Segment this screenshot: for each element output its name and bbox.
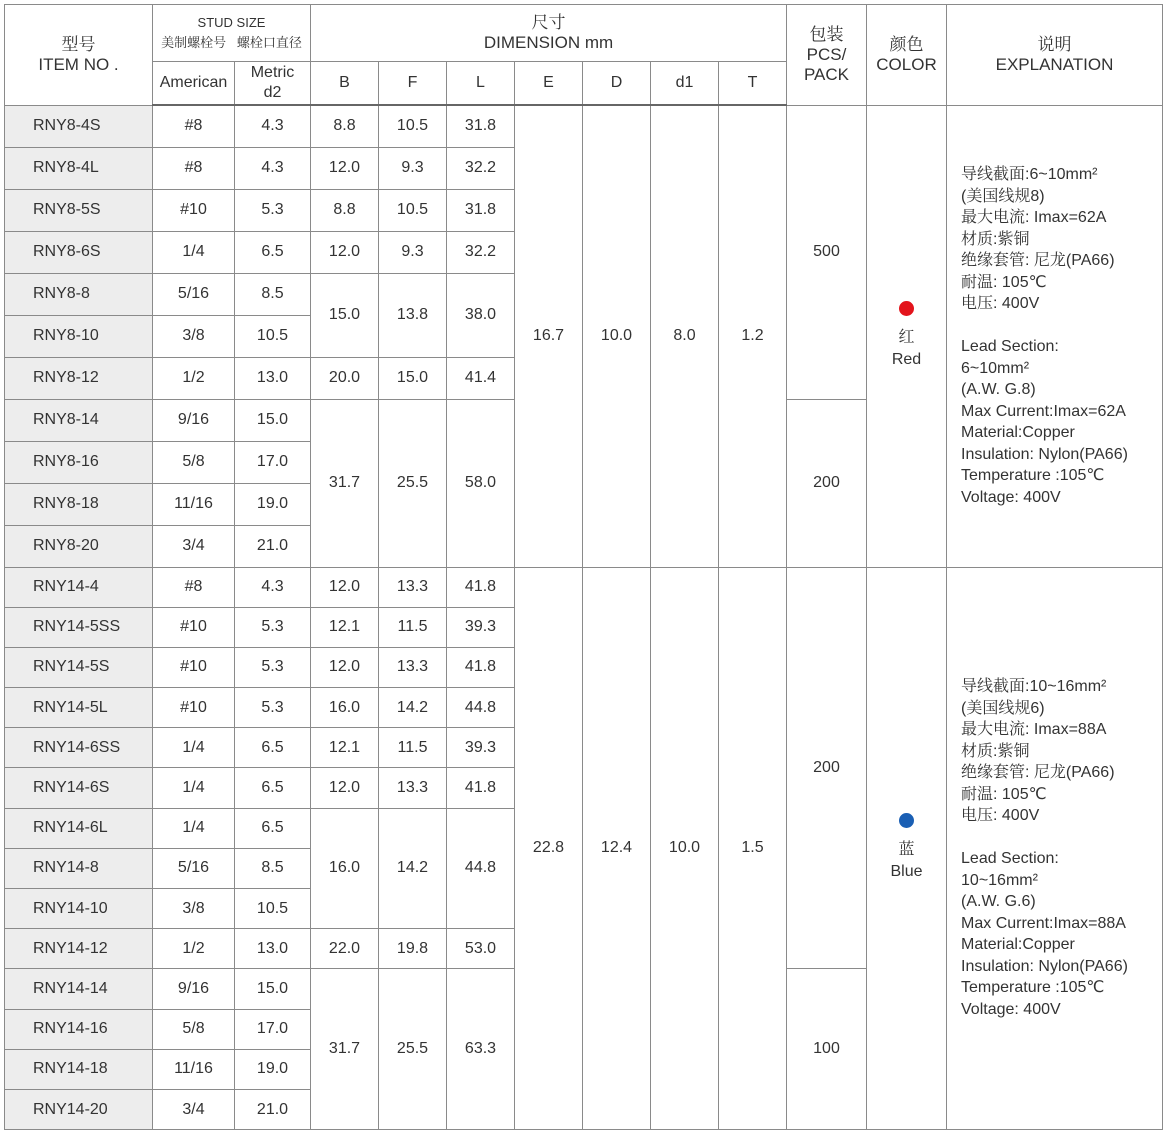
explanation-cell bbox=[947, 567, 1163, 1130]
t-cell: 1.5 bbox=[719, 567, 787, 1130]
explanation-line: Temperature :105℃ bbox=[961, 979, 1105, 997]
explanation-line: 导线截面:10~16mm² bbox=[961, 678, 1107, 696]
explanation-line: 材质:紫铜 bbox=[961, 742, 1030, 760]
b-cell: 12.0 bbox=[311, 567, 379, 607]
explanation-line: Material:Copper bbox=[961, 424, 1075, 441]
pack-cell: 200 bbox=[787, 399, 867, 567]
explanation-line: Max Current:Imax=88A bbox=[961, 914, 1126, 932]
l-header: L bbox=[447, 62, 515, 106]
f-cell: 14.2 bbox=[379, 808, 447, 929]
color-dot-icon bbox=[899, 813, 914, 828]
american-cell: 3/8 bbox=[153, 889, 235, 929]
f-cell: 11.5 bbox=[379, 728, 447, 768]
item-no-cell: RNY14-6S bbox=[5, 768, 153, 808]
item-no-cell: RNY8-10 bbox=[5, 315, 153, 357]
l-cell: 31.8 bbox=[447, 105, 515, 147]
item-no-cell: RNY14-6L bbox=[5, 808, 153, 848]
f-cell: 13.3 bbox=[379, 567, 447, 607]
f-cell: 15.0 bbox=[379, 357, 447, 399]
american-cell: #8 bbox=[153, 567, 235, 607]
american-cell: 1/2 bbox=[153, 357, 235, 399]
metric-cell: 6.5 bbox=[235, 231, 311, 273]
item-no-cell: RNY8-14 bbox=[5, 399, 153, 441]
explanation-line: 耐温: 105℃ bbox=[961, 273, 1047, 291]
american-cell: 5/16 bbox=[153, 273, 235, 315]
d1-header: d1 bbox=[651, 62, 719, 106]
metric-cell: 17.0 bbox=[235, 441, 311, 483]
b-cell: 20.0 bbox=[311, 357, 379, 399]
american-cell: #8 bbox=[153, 105, 235, 147]
stud-size-header: STUD SIZE 美制螺栓号 螺栓口直径 bbox=[153, 5, 311, 62]
b-cell: 15.0 bbox=[311, 273, 379, 357]
metric-cell: 6.5 bbox=[235, 728, 311, 768]
american-cell: 5/8 bbox=[153, 441, 235, 483]
explanation-line: Insulation: Nylon(PA66) bbox=[961, 957, 1128, 975]
item-no-cell: RNY14-14 bbox=[5, 969, 153, 1009]
american-cell: 5/8 bbox=[153, 1009, 235, 1049]
explanation-line: (美国线规6) bbox=[961, 699, 1045, 717]
l-cell: 32.2 bbox=[447, 147, 515, 189]
f-cell: 10.5 bbox=[379, 189, 447, 231]
d1-cell: 8.0 bbox=[651, 105, 719, 567]
b-cell: 12.0 bbox=[311, 768, 379, 808]
b-cell: 31.7 bbox=[311, 969, 379, 1130]
explanation-line: Lead Section: bbox=[961, 850, 1059, 868]
explanation-line: 导线截面:6~10mm² bbox=[961, 166, 1098, 183]
f-cell: 13.3 bbox=[379, 647, 447, 687]
b-cell: 8.8 bbox=[311, 105, 379, 147]
explanation-line: Voltage: 400V bbox=[961, 1000, 1061, 1018]
l-cell: 53.0 bbox=[447, 929, 515, 969]
b-cell: 16.0 bbox=[311, 808, 379, 929]
explanation-line: 最大电流: Imax=88A bbox=[961, 721, 1107, 739]
explanation-cell bbox=[947, 105, 1163, 567]
american-cell: 3/4 bbox=[153, 1089, 235, 1129]
explanation-line: 电压: 400V bbox=[961, 807, 1040, 825]
item-no-cell: RNY8-12 bbox=[5, 357, 153, 399]
f-header: F bbox=[379, 62, 447, 106]
explanation-line: Temperature :105℃ bbox=[961, 467, 1105, 484]
color-name-en: Red bbox=[891, 351, 922, 368]
f-cell: 25.5 bbox=[379, 399, 447, 567]
color-name-cn: 红 bbox=[898, 329, 915, 346]
color-cell bbox=[867, 105, 947, 567]
metric-cell: 5.3 bbox=[235, 647, 311, 687]
d-cell: 10.0 bbox=[583, 105, 651, 567]
d-cell: 12.4 bbox=[583, 567, 651, 1130]
american-cell: #10 bbox=[153, 688, 235, 728]
l-cell: 38.0 bbox=[447, 273, 515, 357]
explanation-line bbox=[961, 827, 1158, 849]
explanation-header: 说明 EXPLANATION bbox=[947, 5, 1163, 106]
d1-cell: 10.0 bbox=[651, 567, 719, 1130]
metric-cell: 19.0 bbox=[235, 483, 311, 525]
f-cell: 10.5 bbox=[379, 105, 447, 147]
item-no-header: 型号 ITEM NO . bbox=[5, 5, 153, 106]
l-cell: 41.8 bbox=[447, 647, 515, 687]
f-cell: 9.3 bbox=[379, 231, 447, 273]
f-cell: 9.3 bbox=[379, 147, 447, 189]
l-cell: 44.8 bbox=[447, 808, 515, 929]
explanation-line: 绝缘套管: 尼龙(PA66) bbox=[961, 252, 1115, 269]
l-cell: 58.0 bbox=[447, 399, 515, 567]
color-name-en: Blue bbox=[890, 863, 923, 881]
b-cell: 31.7 bbox=[311, 399, 379, 567]
e-header: E bbox=[515, 62, 583, 106]
b-cell: 12.0 bbox=[311, 647, 379, 687]
explanation-line: (A.W. G.6) bbox=[961, 893, 1036, 911]
explanation-line bbox=[961, 315, 1158, 337]
metric-cell: 15.0 bbox=[235, 399, 311, 441]
metric-cell: 6.5 bbox=[235, 768, 311, 808]
table-row bbox=[5, 105, 1163, 147]
b-cell: 12.1 bbox=[311, 728, 379, 768]
explanation-line: Lead Section: bbox=[961, 338, 1059, 355]
b-header: B bbox=[311, 62, 379, 106]
item-no-cell: RNY8-16 bbox=[5, 441, 153, 483]
explanation-line: Voltage: 400V bbox=[961, 488, 1061, 506]
explanation-line: 绝缘套管: 尼龙(PA66) bbox=[961, 764, 1115, 782]
l-cell: 31.8 bbox=[447, 189, 515, 231]
american-cell: 3/4 bbox=[153, 525, 235, 567]
pack-cell: 500 bbox=[787, 105, 867, 399]
explanation-line: Max Current:Imax=62A bbox=[961, 402, 1126, 420]
american-cell: 11/16 bbox=[153, 483, 235, 525]
item-no-cell: RNY14-8 bbox=[5, 848, 153, 888]
american-cell: #10 bbox=[153, 189, 235, 231]
l-cell: 39.3 bbox=[447, 607, 515, 647]
metric-cell: 4.3 bbox=[235, 147, 311, 189]
item-no-cell: RNY14-6SS bbox=[5, 728, 153, 768]
item-no-cell: RNY8-5S bbox=[5, 189, 153, 231]
item-no-cell: RNY14-5SS bbox=[5, 607, 153, 647]
t-header: T bbox=[719, 62, 787, 106]
l-cell: 41.4 bbox=[447, 357, 515, 399]
item-no-cell: RNY14-10 bbox=[5, 889, 153, 929]
item-no-cell: RNY8-4S bbox=[5, 105, 153, 147]
american-cell: 11/16 bbox=[153, 1049, 235, 1089]
american-cell: 1/4 bbox=[153, 231, 235, 273]
l-cell: 39.3 bbox=[447, 728, 515, 768]
metric-cell: 13.0 bbox=[235, 357, 311, 399]
explanation-line: 材质:紫铜 bbox=[961, 230, 1030, 248]
american-cell: 1/4 bbox=[153, 728, 235, 768]
explanation-line: Material:Copper bbox=[961, 936, 1075, 954]
metric-cell: 17.0 bbox=[235, 1009, 311, 1049]
explanation-line: Insulation: Nylon(PA66) bbox=[961, 445, 1128, 463]
item-no-cell: RNY8-18 bbox=[5, 483, 153, 525]
l-cell: 41.8 bbox=[447, 768, 515, 808]
american-cell: 1/4 bbox=[153, 768, 235, 808]
f-cell: 11.5 bbox=[379, 607, 447, 647]
explanation-line: 6~10mm² bbox=[961, 359, 1030, 377]
american-cell: 9/16 bbox=[153, 969, 235, 1009]
item-no-cell: RNY14-4 bbox=[5, 567, 153, 607]
american-cell: 3/8 bbox=[153, 315, 235, 357]
american-cell: #10 bbox=[153, 607, 235, 647]
item-no-cell: RNY8-20 bbox=[5, 525, 153, 567]
f-cell: 14.2 bbox=[379, 688, 447, 728]
f-cell: 13.8 bbox=[379, 273, 447, 357]
item-no-cell: RNY8-8 bbox=[5, 273, 153, 315]
d-header: D bbox=[583, 62, 651, 106]
b-cell: 12.1 bbox=[311, 607, 379, 647]
metric-cell: 4.3 bbox=[235, 105, 311, 147]
item-no-cell: RNY14-12 bbox=[5, 929, 153, 969]
b-cell: 22.0 bbox=[311, 929, 379, 969]
explanation-line: 最大电流: Imax=62A bbox=[961, 209, 1107, 226]
pack-header: 包装 PCS/ PACK bbox=[787, 5, 867, 106]
metric-cell: 5.3 bbox=[235, 607, 311, 647]
american-cell: 5/16 bbox=[153, 848, 235, 888]
pack-cell: 200 bbox=[787, 567, 867, 969]
metric-cell: 21.0 bbox=[235, 525, 311, 567]
color-header: 颜色 COLOR bbox=[867, 5, 947, 106]
t-cell: 1.2 bbox=[719, 105, 787, 567]
e-cell: 16.7 bbox=[515, 105, 583, 567]
explanation-line: (美国线规8) bbox=[961, 187, 1045, 205]
metric-cell: 8.5 bbox=[235, 273, 311, 315]
dimension-header: 尺寸 DIMENSION mm bbox=[311, 5, 787, 62]
metric-cell: 10.5 bbox=[235, 889, 311, 929]
american-cell: #10 bbox=[153, 647, 235, 687]
item-no-cell: RNY8-4L bbox=[5, 147, 153, 189]
metric-cell: 19.0 bbox=[235, 1049, 311, 1089]
item-no-cell: RNY14-5S bbox=[5, 647, 153, 687]
metric-cell: 8.5 bbox=[235, 848, 311, 888]
metric-cell: 4.3 bbox=[235, 567, 311, 607]
metric-header: Metric d2 bbox=[235, 62, 311, 106]
b-cell: 12.0 bbox=[311, 147, 379, 189]
explanation-line: 电压: 400V bbox=[961, 295, 1040, 312]
item-no-cell: RNY14-18 bbox=[5, 1049, 153, 1089]
f-cell: 25.5 bbox=[379, 969, 447, 1130]
item-no-cell: RNY14-5L bbox=[5, 688, 153, 728]
metric-cell: 21.0 bbox=[235, 1089, 311, 1129]
item-no-cell: RNY14-16 bbox=[5, 1009, 153, 1049]
l-cell: 41.8 bbox=[447, 567, 515, 607]
color-name-cn: 蓝 bbox=[898, 841, 915, 859]
american-cell: 9/16 bbox=[153, 399, 235, 441]
metric-cell: 13.0 bbox=[235, 929, 311, 969]
item-no-cell: RNY8-6S bbox=[5, 231, 153, 273]
explanation-line: (A.W. G.8) bbox=[961, 381, 1036, 398]
b-cell: 12.0 bbox=[311, 231, 379, 273]
metric-cell: 5.3 bbox=[235, 189, 311, 231]
l-cell: 63.3 bbox=[447, 969, 515, 1130]
explanation-line: 耐温: 105℃ bbox=[961, 785, 1047, 803]
e-cell: 22.8 bbox=[515, 567, 583, 1130]
l-cell: 32.2 bbox=[447, 231, 515, 273]
american-cell: 1/4 bbox=[153, 808, 235, 848]
spec-table bbox=[4, 4, 1163, 1130]
b-cell: 16.0 bbox=[311, 688, 379, 728]
american-cell: 1/2 bbox=[153, 929, 235, 969]
color-cell bbox=[867, 567, 947, 1130]
metric-cell: 6.5 bbox=[235, 808, 311, 848]
f-cell: 19.8 bbox=[379, 929, 447, 969]
metric-cell: 10.5 bbox=[235, 315, 311, 357]
explanation-line: 10~16mm² bbox=[961, 871, 1038, 889]
b-cell: 8.8 bbox=[311, 189, 379, 231]
color-dot-icon bbox=[899, 301, 914, 316]
l-cell: 44.8 bbox=[447, 688, 515, 728]
item-no-cell: RNY14-20 bbox=[5, 1089, 153, 1129]
table-row bbox=[5, 567, 1163, 607]
american-cell: #8 bbox=[153, 147, 235, 189]
metric-cell: 5.3 bbox=[235, 688, 311, 728]
pack-cell: 100 bbox=[787, 969, 867, 1130]
metric-cell: 15.0 bbox=[235, 969, 311, 1009]
american-header: American bbox=[153, 62, 235, 106]
f-cell: 13.3 bbox=[379, 768, 447, 808]
